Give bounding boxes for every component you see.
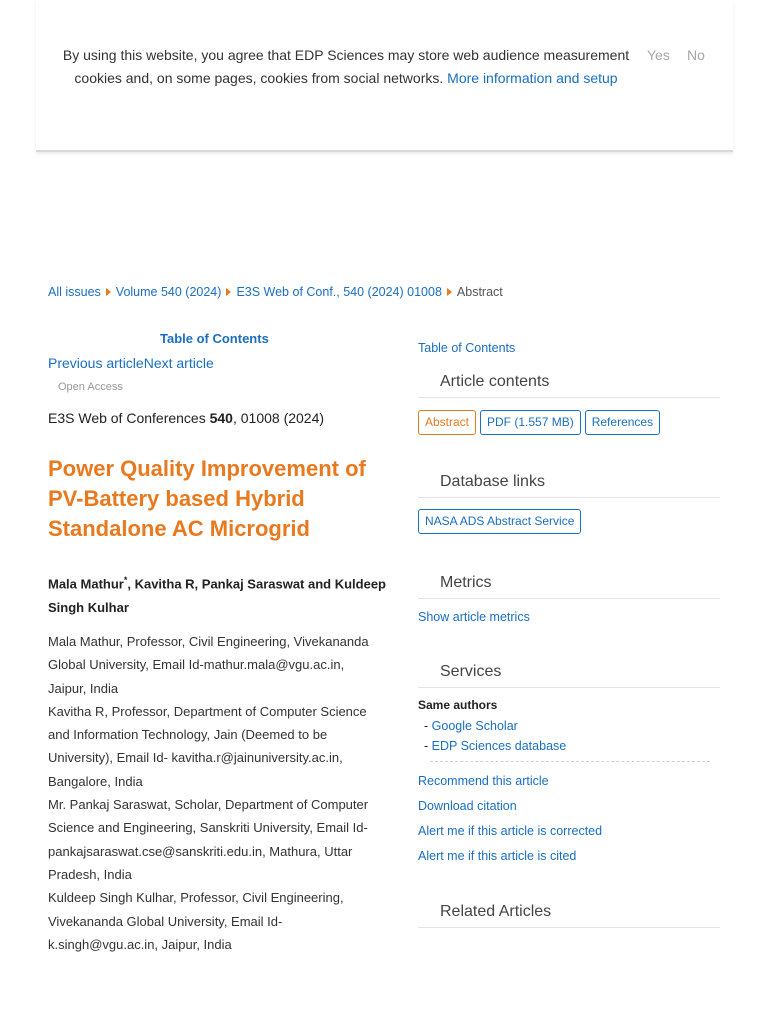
abstract-button[interactable]: Abstract [418,410,476,435]
journal-name: E3S Web of Conferences [48,410,206,426]
services-heading: Services [418,663,720,688]
breadcrumb-all-issues[interactable]: All issues [48,285,101,299]
same-authors-label: Same authors [418,698,498,712]
journal-reference [48,410,324,426]
cookie-no-button[interactable]: No [687,47,705,63]
recommend-link[interactable]: Recommend this article [418,774,549,788]
breadcrumb-current: Abstract [456,285,503,299]
previous-article-link[interactable]: Previous article [48,355,144,371]
cookie-more-info-link[interactable]: More information and setup [447,70,618,86]
show-metrics-link[interactable]: Show article metrics [418,610,530,624]
journal-volume: 540 [209,410,233,426]
edp-database-link[interactable]: EDP Sciences database [431,739,567,753]
alert-corrected-link[interactable]: Alert me if this article is corrected [418,824,603,838]
journal-ref-tail: , 01008 (2024) [232,410,325,426]
toc-link[interactable]: Table of Contents [160,331,269,346]
article-contents-buttons [418,410,720,435]
breadcrumb-arrow-icon [447,288,452,296]
google-scholar-item: - Google Scholar [424,719,518,733]
affiliation-item: Mr. Pankaj Saraswat, Scholar, Department of Computer Science and Engineering, Sanskriti University, Email Id-pankajsaraswat.cse@sanskriti.edu.in, Mathura, Uttar Pradesh, India [48,797,369,882]
open-access-badge: Open Access [58,381,123,393]
affiliations [48,630,383,956]
breadcrumb-arrow-icon [106,288,111,296]
affiliation-item: Kavitha R, Professor, Department of Computer Science and Information Technology, Jain (Deemed to be University), Email Id- kavitha.r@jainuniversity.ac.in, Bangalore, India [48,703,367,789]
pdf-button[interactable]: PDF (1.557 MB) [480,410,581,435]
affiliation-item: Mala Mathur, Professor, Civil Engineering, Vivekananda Global University, Email Id-mathur.mala@vgu.ac.in, Jaipur, India [48,634,369,696]
sidebar [418,330,720,928]
alert-cited-link[interactable]: Alert me if this article is cited [418,849,577,863]
cookie-banner [36,0,733,152]
divider [430,761,710,762]
author-list [48,568,388,620]
database-links-heading: Database links [418,473,720,498]
breadcrumb-arrow-icon [226,288,231,296]
author-rest: , Kavitha R, Pankaj Saraswat and Kuldeep Singh Kulhar [48,576,387,616]
article-contents-heading: Article contents [418,373,720,398]
breadcrumb-article[interactable]: E3S Web of Conf., 540 (2024) 01008 [236,285,442,299]
affiliation-item: Kuldeep Singh Kulhar, Professor, Civil Engineering, Vivekananda Global University, Email Id-k.singh@vgu.ac.in, Jaipur, India [48,890,344,952]
metrics-heading: Metrics [418,574,720,599]
references-button[interactable]: References [585,410,660,435]
cookie-message [56,44,636,90]
cookie-yes-button[interactable]: Yes [647,47,670,63]
corresponding-author-mark: * [123,575,128,585]
breadcrumb-volume[interactable]: Volume 540 (2024) [115,285,222,299]
google-scholar-link[interactable]: Google Scholar [431,719,518,733]
next-article-link[interactable]: Next article [143,355,214,371]
nasa-ads-button[interactable]: NASA ADS Abstract Service [418,509,581,534]
author-first: Mala Mathur [48,576,124,592]
article-title: Power Quality Improvement of PV-Battery based Hybrid Standalone AC Microgrid [48,456,366,541]
breadcrumb [48,285,503,299]
edp-database-item: - EDP Sciences database [424,739,567,753]
cookie-text: By using this website, you agree that EDP Sciences may store web audience measurement cookies and, on some pages, cookies from social networks. [62,47,630,86]
article-navigation [48,355,214,371]
related-articles-heading: Related Articles [418,903,720,928]
download-citation-link[interactable]: Download citation [418,799,517,813]
sidebar-toc-link[interactable]: Table of Contents [418,341,516,355]
